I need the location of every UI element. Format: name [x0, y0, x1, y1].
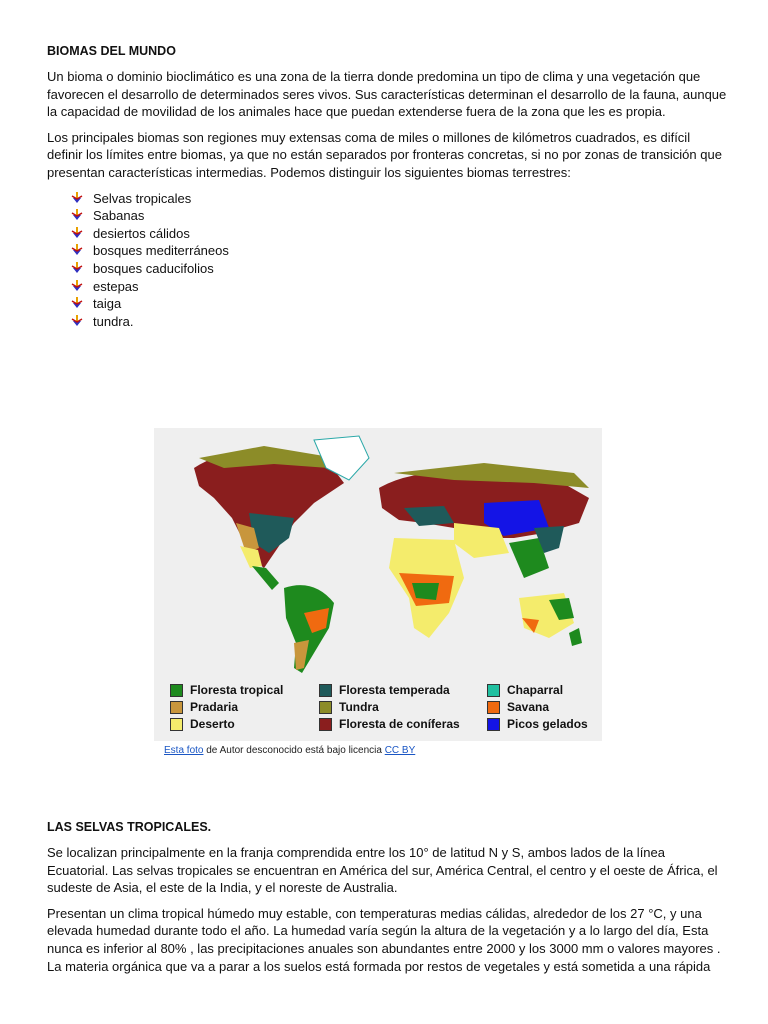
- figure-caption: [164, 745, 415, 756]
- legend-swatch: [170, 701, 183, 714]
- list-item: desiertos cálidos: [71, 225, 727, 243]
- legend-item: Floresta de coníferas: [319, 717, 460, 731]
- legend-item: Tundra: [319, 700, 379, 714]
- legend-item: Deserto: [170, 717, 235, 731]
- legend-item: Floresta temperada: [319, 683, 450, 697]
- intro-paragraph-2: Los principales biomas son regiones muy extensas coma de miles o millones de kilómetros cuadrados, es difícil definir los límites entre biomas, ya que no están separados por fronteras concretas, si no por zonas de transición que presentan características intermedias. Podemos distinguir los siguientes biomas terrestres:: [47, 129, 722, 180]
- document-body: [47, 38, 727, 330]
- list-item: Sabanas: [71, 207, 727, 225]
- arrow-bullet-icon: [71, 280, 83, 292]
- section-title: LAS SELVAS TROPICALES.: [47, 820, 212, 834]
- page-title: BIOMAS DEL MUNDO: [47, 44, 176, 58]
- map-legend: [154, 680, 602, 738]
- legend-swatch: [319, 684, 332, 697]
- list-item: bosques caducifolios: [71, 260, 727, 278]
- intro-paragraph-1: Un bioma o dominio bioclimático es una zona de la tierra donde predomina un tipo de clima y una vegetación que favorecen el desarrollo de determinados seres vivos. Sus características determinan el desarrollo de la fauna, aunque la capacidad de movilidad de los animales hace que puedan extenderse fuera de la zona que les es propia.: [47, 69, 727, 120]
- legend-item: Floresta tropical: [170, 683, 283, 697]
- legend-item: Pradaria: [170, 700, 238, 714]
- section-paragraph-1: Se localizan principalmente en la franja comprendida entre los 10° de latitud N y S, ambos lados de la línea Ecuatorial. Las selvas tropicales se encuentran en América del sur, América Central, el centro y el oeste de África, el sudeste de Asia, el este de la India, y el noreste de Australia.: [47, 845, 718, 896]
- list-item: bosques mediterráneos: [71, 242, 727, 260]
- legend-swatch: [319, 701, 332, 714]
- tropical-forests-section: [47, 814, 727, 983]
- section-paragraph-2: Presentan un clima tropical húmedo muy estable, con temperaturas medias cálidas, alrededor de los 27 °C, y una elevada humedad durante todo el año. La humedad varía según la altura de la vegetación y a lo largo del día, Esta nunca es inferior al 80% , las precipitaciones anuales son abundantes entre 2000 y los 3000 mm o valores mayores . La materia orgánica que va a parar a los suelos está formada por restos de vegetales y está sometida a una rápida: [47, 905, 721, 974]
- legend-swatch: [487, 701, 500, 714]
- arrow-bullet-icon: [71, 209, 83, 221]
- caption-text: de Autor desconocido está bajo licencia: [203, 745, 385, 756]
- biome-list: [47, 190, 727, 331]
- arrow-bullet-icon: [71, 244, 83, 256]
- arrow-bullet-icon: [71, 227, 83, 239]
- legend-swatch: [487, 718, 500, 731]
- legend-item: Savana: [487, 700, 549, 714]
- world-biome-map: [154, 428, 602, 678]
- license-link[interactable]: CC BY: [384, 745, 416, 756]
- list-item: tundra.: [71, 313, 727, 331]
- legend-swatch: [319, 718, 332, 731]
- arrow-bullet-icon: [71, 262, 83, 274]
- arrow-bullet-icon: [71, 192, 83, 204]
- biome-map-figure: [154, 428, 602, 741]
- arrow-bullet-icon: [71, 315, 83, 327]
- legend-swatch: [170, 684, 183, 697]
- photo-link[interactable]: Esta foto: [164, 745, 204, 756]
- legend-swatch: [170, 718, 183, 731]
- arrow-bullet-icon: [71, 297, 83, 309]
- list-item: Selvas tropicales: [71, 190, 727, 208]
- list-item: taiga: [71, 295, 727, 313]
- legend-item: Chaparral: [487, 683, 563, 697]
- legend-swatch: [487, 684, 500, 697]
- list-item: estepas: [71, 278, 727, 296]
- legend-item: Picos gelados: [487, 717, 588, 731]
